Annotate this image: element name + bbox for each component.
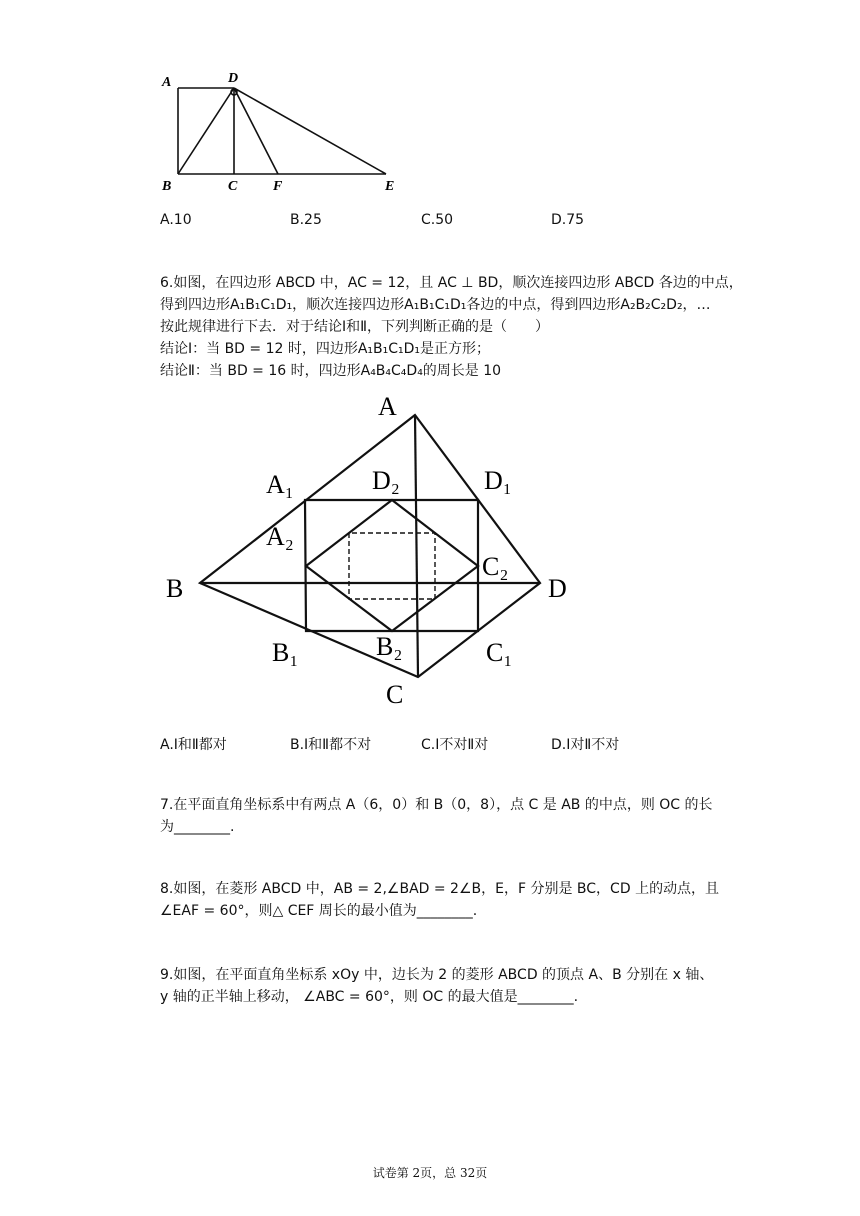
q5-option-b: B.25 [290,212,322,228]
quad-A1B1C1D1 [305,500,478,631]
quad-A2B2C2D2 [306,500,478,631]
label-D2: D₂ [372,466,400,495]
q6-line-4: 结论Ⅰ：当 BD = 12 时，四边形A₁B₁C₁D₁是正方形； [160,341,491,357]
label-C2: C₂ [482,552,509,581]
q7-line-2: 为________. [160,819,235,835]
q5-option-a: A.10 [160,212,192,228]
label-E: E [385,179,395,194]
label-B1: B₁ [272,638,299,667]
q8-question [160,878,719,922]
label-B2: B₂ [376,632,403,661]
q5-option-d: D.75 [551,212,585,228]
page-footer: 试卷第 2页，总 32页 [372,1166,488,1180]
label-B: B [166,574,184,603]
label-A: A [378,392,397,421]
figure-1-diagram [160,70,410,195]
q8-line-2: ∠EAF = 60°，则△ CEF 周长的最小值为________. [160,903,478,919]
q6-option-a: A.Ⅰ和Ⅱ都对 [160,737,227,753]
figure-2-diagram [160,385,590,715]
figure-1 [160,70,410,195]
label-D: D [228,71,239,86]
label-D: D [548,574,567,603]
q8-line-1: 8.如图，在菱形 ABCD 中，AB = 2,∠BAD = 2∠B，E，F 分别是 BC，CD 上的动点，且 [160,881,720,897]
q9-question [160,964,713,1008]
diagonal-AC [415,415,418,677]
q7-line-1: 7.在平面直角坐标系中有两点 A（6，0）和 B（0，8），点 C 是 AB 的中点，则 OC 的长 [160,797,713,813]
label-F: F [273,179,283,194]
q6-question [160,272,743,382]
label-D1: D₁ [484,466,512,495]
label-C: C [386,680,404,709]
label-C1: C₁ [486,638,513,667]
quad-A3B3C3D3 [349,533,435,599]
label-A: A [162,75,172,90]
q7-question [160,794,713,838]
q6-line-2: 得到四边形A₁B₁C₁D₁，顺次连接四边形A₁B₁C₁D₁各边的中点，得到四边形A₂B₂C₂D₂，… [160,297,711,313]
q6-line-1: 6.如图，在四边形 ABCD 中，AC = 12，且 AC ⊥ BD，顺次连接四边形 ABCD 各边的中点， [160,275,743,291]
q6-option-b: B.Ⅰ和Ⅱ都不对 [290,737,372,753]
q5-option-c: C.50 [421,212,454,228]
q6-option-d: D.Ⅰ对Ⅱ不对 [551,737,620,753]
figure-2 [160,385,590,715]
label-C: C [228,179,238,194]
q6-option-c: C.Ⅰ不对Ⅱ对 [421,737,489,753]
q9-line-1: 9.如图，在平面直角坐标系 xOy 中，边长为 2 的菱形 ABCD 的顶点 A、B 分别在 x 轴、 [160,967,714,983]
segment-DB [178,88,234,174]
q6-line-5: 结论Ⅱ：当 BD = 16 时，四边形A₄B₄C₄D₄的周长是 10 [160,363,502,379]
label-A1: A₁ [266,470,294,499]
q6-line-3: 按此规律进行下去．对于结论Ⅰ和Ⅱ，下列判断正确的是（ ） [160,319,550,335]
q9-line-2: y 轴的正半轴上移动， ∠ABC = 60°，则 OC 的最大值是________. [160,989,579,1005]
label-A2: A₂ [266,522,294,551]
label-B: B [162,179,172,194]
